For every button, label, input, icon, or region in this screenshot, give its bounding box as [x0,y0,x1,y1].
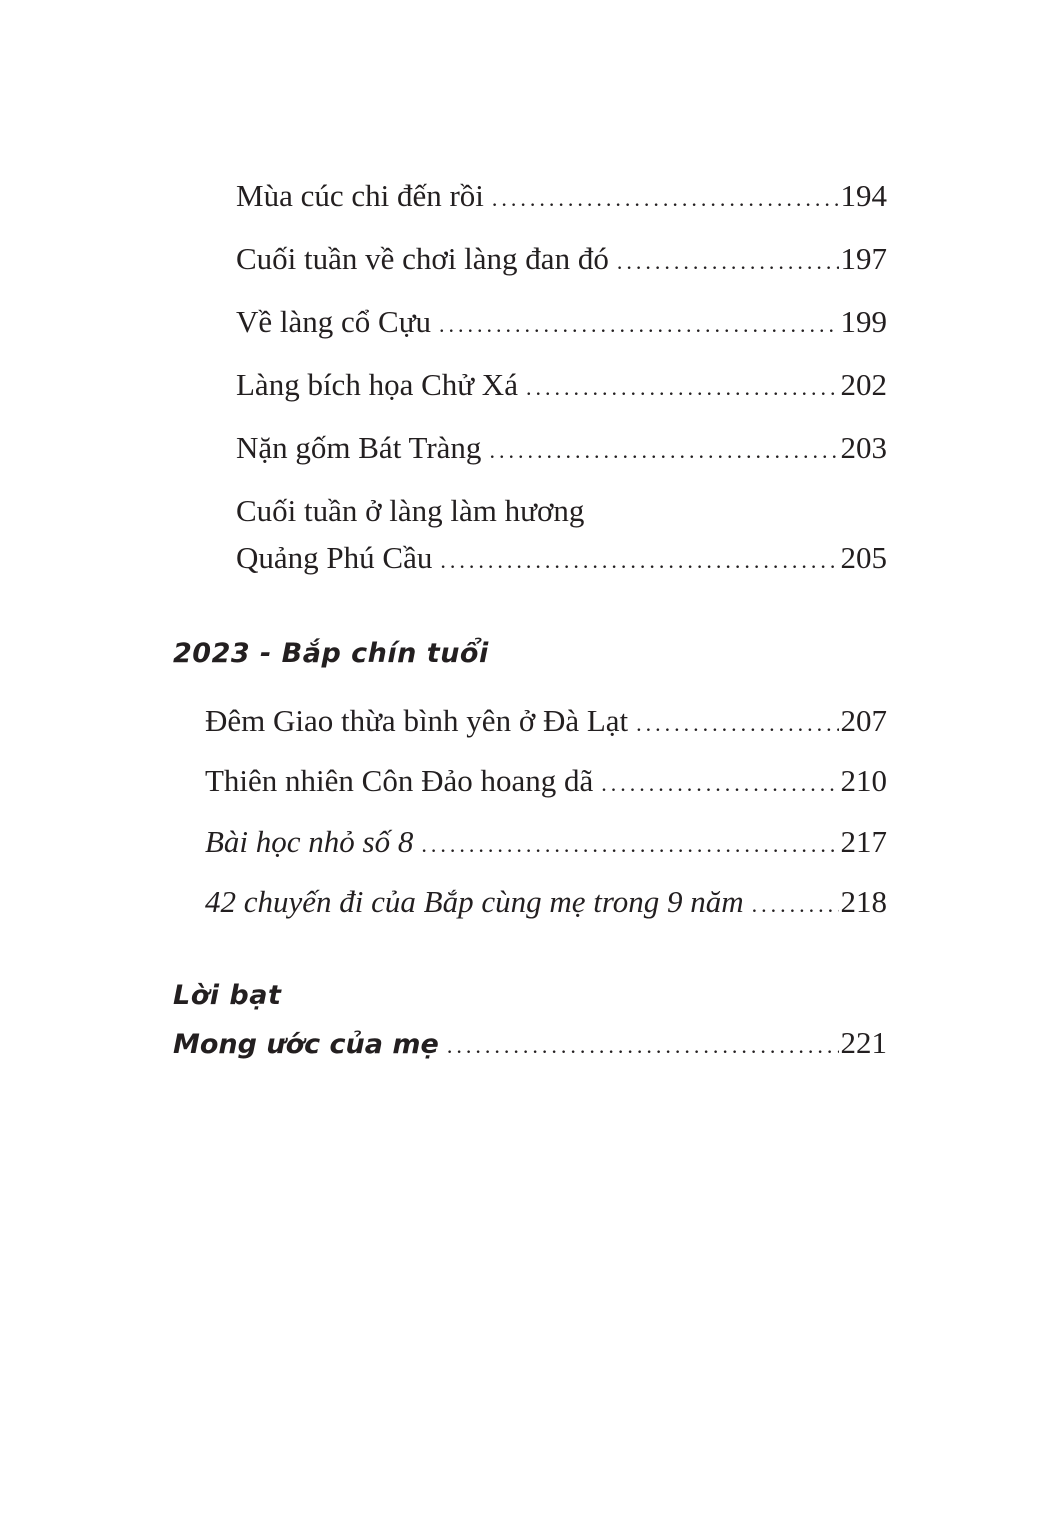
toc-entry-page: 210 [840,763,887,798]
toc-entry-page: 202 [840,367,887,402]
toc-entry-page: 194 [840,178,887,213]
dot-leader [636,706,838,742]
toc-entry[interactable] [205,884,887,923]
toc-entry-page: 207 [840,703,887,738]
toc-entry-title: Đêm Giao thừa bình yên ở Đà Lạt [205,703,629,738]
toc-entry[interactable] [236,540,887,579]
toc-entry[interactable] [236,241,887,280]
toc-entry-title: Mùa cúc chi đến rồi [236,178,484,213]
toc-entry[interactable] [236,178,887,217]
afterword-heading: Lời bạt [173,980,282,1011]
toc-entry[interactable] [205,763,887,802]
toc-entry-title: Về làng cổ Cựu [236,304,432,339]
toc-entry-title: Mong ước của mẹ [173,1029,439,1060]
toc-entry-title: Làng bích họa Chử Xá [236,367,518,402]
toc-entry[interactable] [173,1025,887,1064]
toc-entry-page: 221 [840,1025,887,1060]
dot-leader [489,433,838,469]
toc-entry-page: 217 [840,824,887,859]
toc-entry-title: Thiên nhiên Côn Đảo hoang dã [205,763,594,798]
toc-entry[interactable] [205,824,887,863]
toc-entry-title: Bài học nhỏ số 8 [205,824,414,859]
toc-entry-title: 42 chuyến đi của Bắp cùng mẹ trong 9 năm [205,884,744,919]
toc-entry-page: 218 [840,884,887,919]
dot-leader [526,370,839,406]
toc-entry[interactable] [205,703,887,742]
dot-leader [440,543,838,579]
section-heading: 2023 - Bắp chín tuổi [173,638,489,669]
toc-entry[interactable] [236,367,887,406]
dot-leader [752,887,839,923]
dot-leader [492,181,839,217]
toc-entry[interactable] [236,304,887,343]
toc-entry-title: Cuối tuần về chơi làng đan đó [236,241,609,276]
dot-leader [447,1028,839,1064]
dot-leader [617,244,839,280]
toc-entry-page: 203 [840,430,887,465]
toc-entry-title-line2: Quảng Phú Cầu [236,540,433,575]
dot-leader [421,827,838,863]
toc-entry-title-line1[interactable]: Cuối tuần ở làng làm hương [236,493,585,528]
toc-entry[interactable] [236,430,887,469]
toc-entry-page: 197 [840,241,887,276]
toc-entry-page: 205 [840,540,887,575]
toc-entry-page: 199 [840,304,887,339]
dot-leader [439,307,838,343]
toc-entry-title: Nặn gốm Bát Tràng [236,430,482,465]
dot-leader [601,766,838,802]
